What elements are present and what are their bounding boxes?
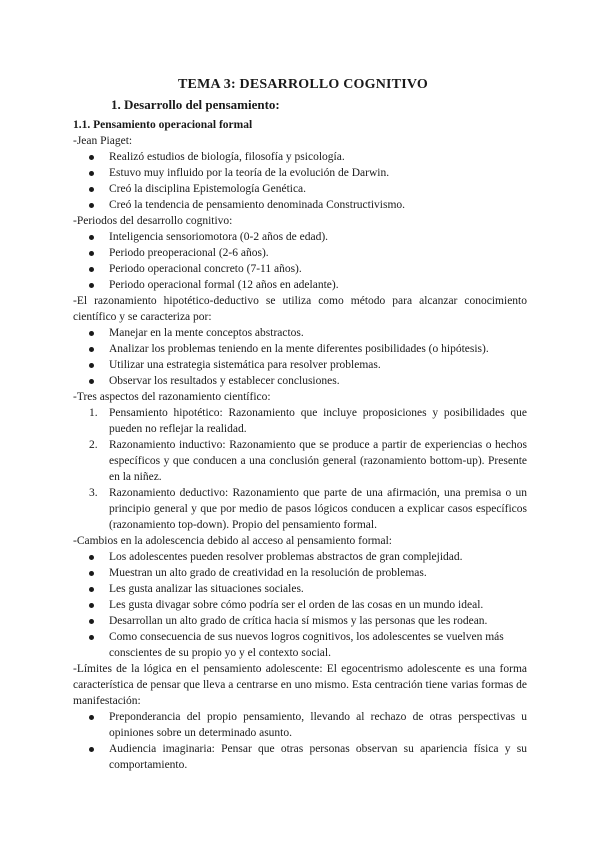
aspectos-label: -Tres aspectos del razonamiento científico:: [73, 391, 271, 403]
piaget-label: -Jean Piaget:: [73, 135, 133, 147]
list-item: Utilizar una estrategia sistemática para resolver problemas.: [73, 357, 527, 373]
cambios-label: -Cambios en la adolescencia debido al acceso al pensamiento formal:: [73, 535, 393, 547]
list-item: Periodo operacional formal (12 años en adelante).: [73, 277, 527, 293]
numbered-item: [73, 405, 527, 437]
section-heading: 1. Desarrollo del pensamiento:: [111, 97, 280, 112]
item-text: Razonamiento inductivo: Razonamiento que se produce a partir de experiencias o hechos específicos y que conducen a una conclusión general (razonamiento bottom-up). Presente en la niñez.: [109, 439, 527, 483]
piaget-list: [73, 149, 527, 213]
subsection-heading: 1.1. Pensamiento operacional formal: [73, 119, 253, 131]
cambios-list: [73, 549, 527, 661]
document-content: [73, 76, 527, 773]
limites-label: -Límites de la lógica en el pensamiento adolescente: El egocentrismo adolescente es una forma característica de pensar que lleva a centrarse en uno mismo. Esta centración tiene varias formas de manifestación:: [73, 663, 527, 707]
item-text: Razonamiento deductivo: Razonamiento que parte de una afirmación, una premisa o un principio general y que por medio de pasos lógicos conducen a explicar casos específicos (razonamiento top-down). Propio del pensamiento formal.: [109, 487, 527, 531]
list-item: Creó la disciplina Epistemología Genética.: [73, 181, 527, 197]
list-item: Desarrollan un alto grado de crítica hacia sí mismos y las personas que les rodean.: [73, 613, 527, 629]
list-item: Analizar los problemas teniendo en la mente diferentes posibilidades (o hipótesis).: [73, 341, 527, 357]
list-item: Periodo preoperacional (2-6 años).: [73, 245, 527, 261]
list-item: Los adolescentes pueden resolver problemas abstractos de gran complejidad.: [73, 549, 527, 565]
list-item: Realizó estudios de biología, filosofía y psicología.: [73, 149, 527, 165]
list-item: Creó la tendencia de pensamiento denominada Constructivismo.: [73, 197, 527, 213]
list-item: Les gusta analizar las situaciones sociales.: [73, 581, 527, 597]
list-item: Periodo operacional concreto (7-11 años).: [73, 261, 527, 277]
numbered-item: [73, 485, 527, 533]
list-item: Muestran un alto grado de creatividad en la resolución de problemas.: [73, 565, 527, 581]
item-number: 3.: [89, 487, 98, 499]
list-item: Preponderancia del propio pensamiento, llevando al rechazo de otras perspectivas u opiniones sobre un determinado asunto.: [73, 709, 527, 741]
list-item: Les gusta divagar sobre cómo podría ser el orden de las cosas en un mundo ideal.: [73, 597, 527, 613]
page-title: TEMA 3: DESARROLLO COGNITIVO: [178, 77, 428, 92]
razonamiento-label: -El razonamiento hipotético-deductivo se utiliza como método para alcanzar conocimiento científico y se caracteriza por:: [73, 295, 527, 323]
list-item: Audiencia imaginaria: Pensar que otras personas observan su apariencia física y su comportamiento.: [73, 741, 527, 773]
razonamiento-list: [73, 325, 527, 389]
list-item: Estuvo muy influido por la teoría de la evolución de Darwin.: [73, 165, 527, 181]
list-item: Observar los resultados y establecer conclusiones.: [73, 373, 527, 389]
periodos-list: [73, 229, 527, 293]
item-number: 1.: [89, 407, 98, 419]
periodos-label: -Periodos del desarrollo cognitivo:: [73, 215, 233, 227]
item-number: 2.: [89, 439, 98, 451]
list-item: Como consecuencia de sus nuevos logros cognitivos, los adolescentes se vuelven más conscientes de su propio yo y el contexto social.: [73, 629, 527, 661]
list-item: Inteligencia sensoriomotora (0-2 años de edad).: [73, 229, 527, 245]
item-text: Pensamiento hipotético: Razonamiento que incluye proposiciones y posibilidades que pueden no reflejar la realidad.: [109, 407, 527, 435]
limites-list: [73, 709, 527, 773]
list-item: Manejar en la mente conceptos abstractos.: [73, 325, 527, 341]
aspectos-list: [73, 405, 527, 533]
numbered-item: [73, 437, 527, 485]
